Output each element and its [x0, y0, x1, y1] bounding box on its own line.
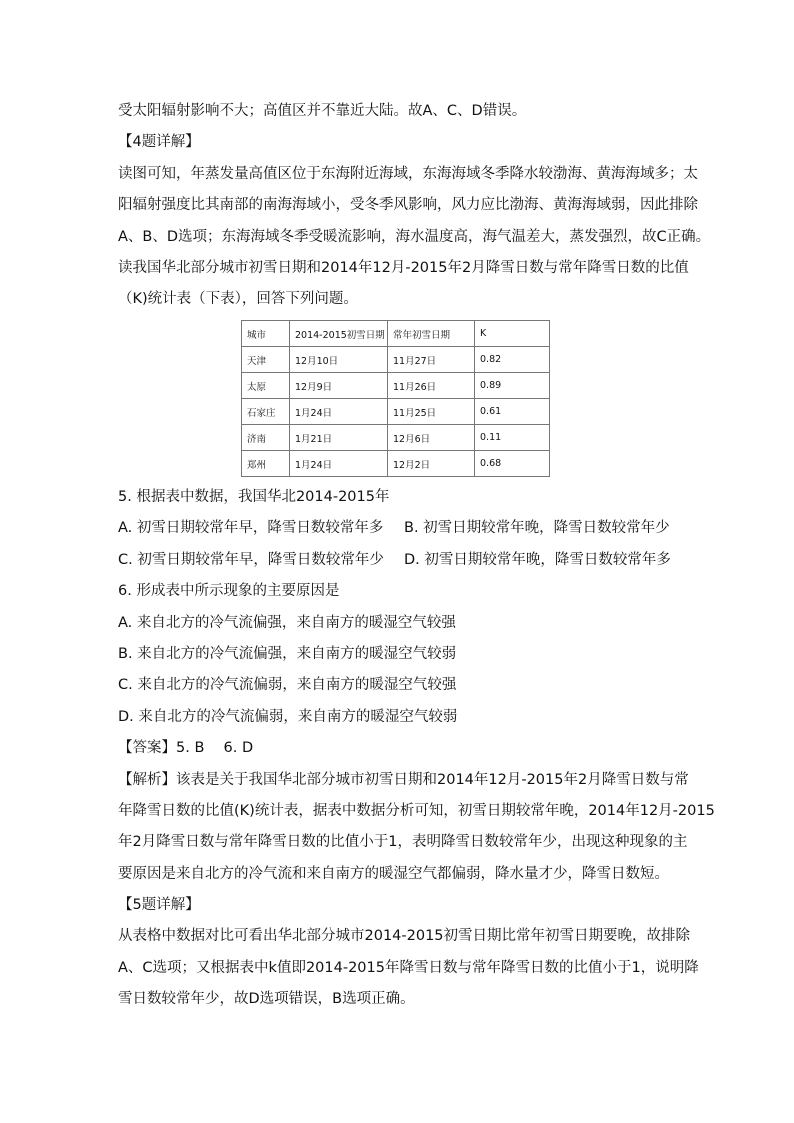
text-span: 雪日数较常年少，故D选项错误，B选项正确。 [118, 991, 415, 1008]
option-d [118, 702, 678, 733]
table-cell: 1月24日 [290, 451, 388, 477]
option-b [118, 639, 678, 670]
table-cell: 12月6日 [388, 425, 475, 451]
answer-line [118, 733, 678, 764]
table-row [242, 347, 550, 373]
text-span: B. 来自北方的冷气流偏强，来自南方的暖湿空气较弱 [118, 645, 457, 662]
text-span: A. 来自北方的冷气流偏强，来自南方的暖湿空气较强 [118, 614, 456, 631]
intro-paragraphs [118, 96, 711, 316]
text-span: 年2月降雪日数与常年降雪日数的比值小于1，表明降雪日数较常年少，出现这种现象的主 [118, 834, 688, 851]
table-cell: 天津 [242, 347, 290, 373]
table-row [242, 373, 550, 399]
table-cell: 郑州 [242, 451, 290, 477]
table-cell: 12月2日 [388, 451, 475, 477]
analysis-line [118, 796, 715, 827]
table-row [242, 399, 550, 425]
analysis-line [118, 765, 689, 796]
header-cell: K [475, 321, 550, 347]
header-cell: 常年初雪日期 [388, 321, 475, 347]
text-span: 从表格中数据对比可看出华北部分城市2014-2015初雪日期比常年初雪日期要晚，故排除 [118, 928, 691, 945]
text-line [118, 284, 678, 315]
table-cell: 0.89 [475, 373, 550, 399]
questions-block [118, 482, 715, 1016]
option-c: C. 初雪日期较常年早，降雪日数较常年少 [118, 551, 384, 568]
analysis-line [118, 827, 688, 858]
text-span: A、B、D选项；东海海域冬季受暖流影响，海水温度高，海气温差大，蒸发强烈，故C正确。 [118, 228, 711, 245]
snow-data-table [241, 320, 550, 477]
option-c [118, 670, 678, 701]
text-span: 【4题详解】 [118, 134, 200, 151]
table-cell: 石家庄 [242, 399, 290, 425]
text-span: （K)统计表（下表），回答下列问题。 [118, 291, 358, 308]
table-cell: 0.11 [475, 425, 550, 451]
text-span: 阳辐射强度比其南部的南海海域小，受冬季风影响，风力应比渤海、黄海海域弱，因此排除 [118, 197, 698, 214]
text-line [118, 984, 678, 1015]
table-cell: 0.82 [475, 347, 550, 373]
table-cell: 12月10日 [290, 347, 388, 373]
section-heading-5 [118, 890, 678, 921]
section-heading-4 [118, 127, 678, 158]
text-span: 【5题详解】 [118, 897, 200, 914]
text-span: 年降雪日数的比值(K)统计表，据表中数据分析可知，初雪日期较常年晚，2014年12月-2015 [118, 802, 715, 819]
table-row [242, 425, 550, 451]
text-span: C. 来自北方的冷气流偏弱，来自南方的暖湿空气较强 [118, 677, 457, 694]
table-cell: 11月25日 [388, 399, 475, 425]
header-cell: 2014-2015初雪日期 [290, 321, 388, 347]
question-6-stem [118, 576, 678, 607]
text-line [118, 921, 691, 952]
text-span: 6. 形成表中所示现象的主要原因是 [118, 583, 340, 600]
table-header-row [242, 321, 550, 347]
option-a: A. 初雪日期较常年早，降雪日数较常年多 [118, 520, 384, 537]
text-span: 读我国华北部分城市初雪日期和2014年12月-2015年2月降雪日数与常年降雪日数的比值 [118, 259, 689, 276]
table-row [242, 451, 550, 477]
table-cell: 0.68 [475, 451, 550, 477]
text-span: A、C选项；又根据表中k值即2014-2015年降雪日数与常年降雪日数的比值小于1，说明降 [118, 959, 699, 976]
table-cell: 太原 [242, 373, 290, 399]
table-cell: 11月26日 [388, 373, 475, 399]
text-line [118, 159, 698, 190]
header-cell: 城市 [242, 321, 290, 347]
table-cell: 0.61 [475, 399, 550, 425]
option-a [118, 608, 678, 639]
text-span: 【解析】该表是关于我国华北部分城市初雪日期和2014年12月-2015年2月降雪日数与常 [118, 771, 689, 788]
text-span: 要原因是来自北方的冷气流和来自南方的暖湿空气都偏弱，降水量才少，降雪日数短。 [118, 865, 669, 882]
analysis-line [118, 859, 678, 890]
text-line [118, 953, 699, 984]
text-span: 读图可知，年蒸发量高值区位于东海附近海域，东海海域冬季降水较渤海、黄海海域多；太 [118, 165, 698, 182]
question-5-stem [118, 482, 678, 513]
text-span: 受太阳辐射影响不大；高值区并不靠近大陆。故A、C、D错误。 [118, 103, 527, 119]
text-line [118, 253, 689, 284]
text-line [118, 222, 711, 253]
table-cell: 11月27日 [388, 347, 475, 373]
text-line [118, 190, 698, 221]
table-cell: 1月21日 [290, 425, 388, 451]
question-5-options-row-2 [118, 545, 678, 576]
text-span: 【答案】5. B 6. D [118, 740, 254, 757]
option-d: D. 初雪日期较常年晚，降雪日数较常年多 [404, 551, 671, 568]
question-5-options-row-1 [118, 513, 678, 544]
option-b: B. 初雪日期较常年晚，降雪日数较常年少 [404, 520, 670, 537]
table-cell: 1月24日 [290, 399, 388, 425]
text-line [118, 96, 678, 127]
text-span: D. 来自北方的冷气流偏弱，来自南方的暖湿空气较弱 [118, 708, 458, 725]
table-cell: 12月9日 [290, 373, 388, 399]
text-span: 5. 根据表中数据，我国华北2014-2015年 [118, 489, 390, 505]
table-cell: 济南 [242, 425, 290, 451]
